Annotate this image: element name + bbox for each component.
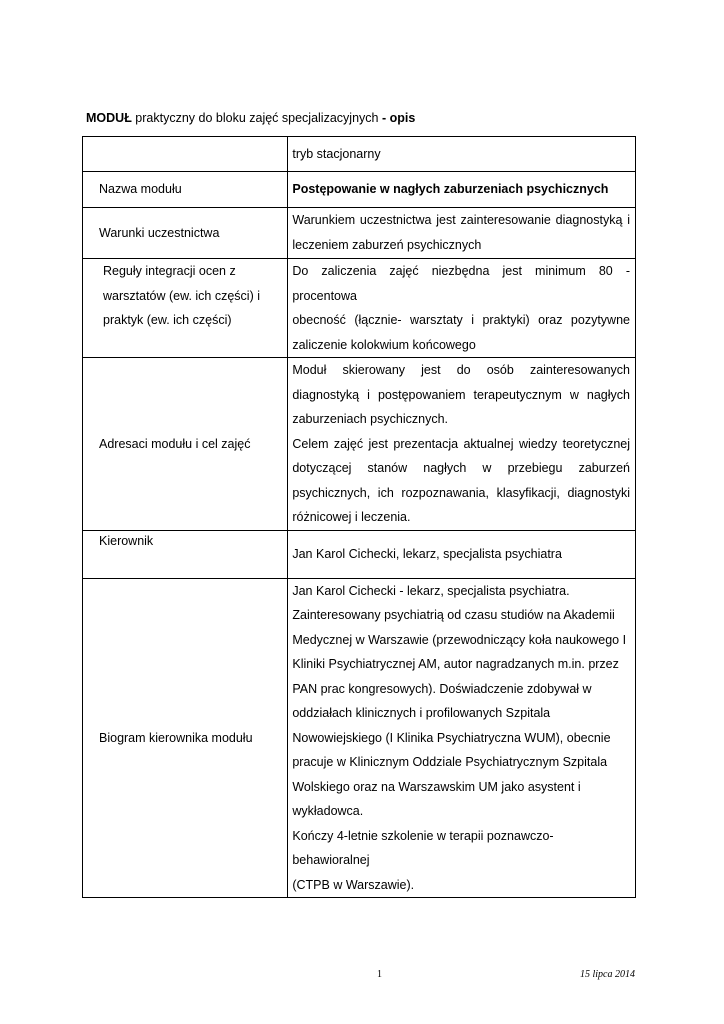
row-label-cell	[83, 358, 288, 531]
text-line: zaburzeniach psychicznych.	[292, 412, 448, 426]
manager-name: Jan Karol Cichecki, lekarz, specjalista psychiatra	[292, 546, 562, 561]
row-label-cell	[83, 578, 288, 898]
text-line: Do zaliczenia zajęć niezbędna jest minimum 80 - procentowa	[292, 264, 630, 303]
table-row	[83, 358, 636, 531]
row-label: Adresaci modułu i cel zajęć	[99, 436, 251, 451]
mode-cell	[288, 137, 636, 172]
table-row	[83, 172, 636, 208]
text-line: różnicowej i leczenia.	[292, 510, 411, 524]
row-value	[288, 358, 635, 530]
text-line: Wolskiego oraz na Warszawskim UM jako asystent i	[292, 779, 581, 794]
row-label-cell	[83, 208, 288, 259]
text-line: PAN prac kongresowych). Doświadczenie zdobywał w	[292, 681, 592, 696]
text-line: Nowowiejskiego (I Klinika Psychiatryczna WUM), obecnie	[292, 730, 611, 745]
row-value	[288, 579, 635, 898]
row-label	[83, 259, 287, 333]
module-table	[82, 136, 636, 898]
row-value	[288, 208, 635, 257]
text-line: Warunkiem uczestnictwa jest zainteresowanie diagnostyką i	[292, 213, 630, 227]
row-label: Warunki uczestnictwa	[99, 225, 220, 240]
table-row	[83, 208, 636, 259]
row-value-cell	[288, 259, 636, 358]
row-label: Nazwa modułu	[99, 182, 182, 197]
text-line: (CTPB w Warszawie).	[292, 877, 415, 892]
table-row	[83, 530, 636, 578]
row-label: Biogram kierownika modułu	[99, 730, 253, 745]
text-line: obecność (łącznie- warsztaty i praktyki) oraz pozytywne	[292, 313, 630, 327]
text-line: psychicznych, ich rozpoznawania, klasyfikacji, diagnostyki	[292, 485, 630, 500]
text-line: Zainteresowany psychiatrią od czasu studiów na Akademii	[292, 608, 615, 622]
row-value-cell	[288, 530, 636, 578]
text-line: warsztatów (ew. ich części) i	[103, 288, 260, 303]
text-line: dotyczącej stanów nagłych w przebiegu zaburzeń	[292, 461, 630, 475]
row-label-cell	[83, 172, 288, 208]
text-line: pracuje w Klinicznym Oddziale Psychiatrycznym Szpitala	[292, 755, 608, 769]
module-name: Postępowanie w nagłych zaburzeniach psychicznych	[292, 182, 609, 197]
heading-bold-suffix: - opis	[381, 111, 416, 125]
row-label-cell	[83, 530, 288, 578]
row-value-cell	[288, 578, 636, 898]
document-heading	[86, 110, 415, 126]
row-label: Kierownik	[99, 533, 154, 548]
row-label-cell	[83, 259, 288, 358]
text-line: Jan Karol Cichecki - lekarz, specjalista psychiatra.	[292, 583, 570, 598]
text-line: Moduł skierowany jest do osób zainteresowanych	[292, 363, 630, 377]
text-line: diagnostyką i postępowaniem terapeutycznym w nagłych	[292, 387, 630, 402]
row-value-cell	[288, 172, 636, 208]
mode-text: tryb stacjonarny	[292, 146, 381, 161]
heading-bold-prefix: MODUŁ	[86, 111, 132, 125]
text-line: wykładowca.	[292, 804, 364, 818]
table-row	[83, 259, 636, 358]
row-value	[288, 259, 635, 357]
footer-date: 15 lipca 2014	[580, 969, 635, 980]
text-line: zaliczenie kolokwium końcowego	[292, 337, 476, 352]
page-number: 1	[377, 969, 382, 980]
text-line: Medycznej w Warszawie (przewodniczący koła naukowego I	[292, 632, 627, 647]
text-line: Kończy 4-letnie szkolenie w terapii poznawczo-behawioralnej	[292, 828, 554, 867]
mode-label-cell	[83, 137, 288, 172]
text-line: praktyk (ew. ich części)	[103, 313, 232, 327]
text-line: oddziałach klinicznych i profilowanych Szpitala	[292, 706, 551, 720]
text-line: Celem zajęć jest prezentacja aktualnej wiedzy teoretycznej	[292, 436, 630, 451]
row-value-cell	[288, 208, 636, 259]
mode-row	[83, 137, 636, 172]
table-row	[83, 578, 636, 898]
text-line: Kliniki Psychiatrycznej AM, autor nagradzanych m.in. przez	[292, 657, 619, 671]
text-line: leczeniem zaburzeń psychicznych	[292, 237, 482, 252]
row-value-cell	[288, 358, 636, 531]
text-line: Reguły integracji ocen z	[103, 264, 236, 278]
heading-text: praktyczny do bloku zajęć specjalizacyjnych	[131, 111, 382, 125]
